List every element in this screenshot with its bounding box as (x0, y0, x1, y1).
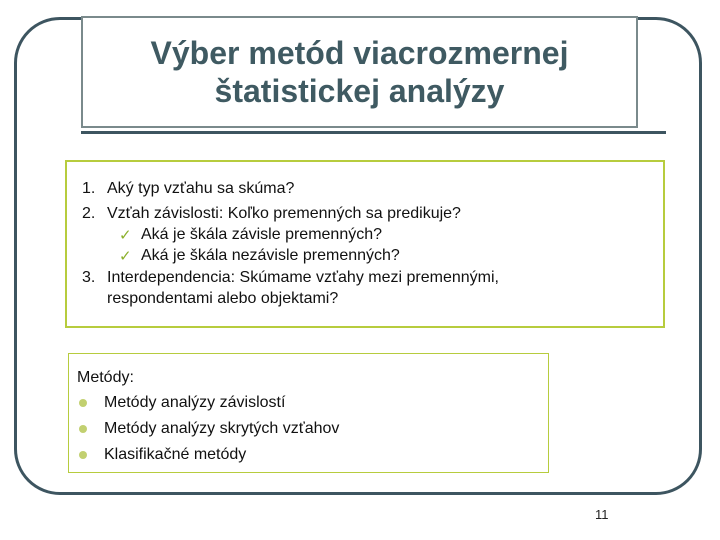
title-box (81, 16, 638, 128)
question-text: respondentami alebo objektami? (107, 290, 339, 307)
method-label: Metódy analýzy závislostí (104, 394, 286, 411)
methods-heading: Metódy: (77, 369, 134, 386)
question-text: Aký typ vzťahu sa skúma? (107, 180, 295, 197)
check-icon: ✓ (119, 226, 132, 244)
sub-question-text: Aká je škála nezávisle premenných? (141, 247, 400, 264)
question-text: Interdependencia: Skúmame vzťahy mezi premennými, (107, 269, 499, 286)
question-number: 3. (82, 269, 96, 286)
bullet-icon (79, 451, 87, 459)
questions-box (65, 160, 665, 328)
bullet-icon (79, 399, 87, 407)
page-number: 11 (595, 507, 609, 522)
sub-question-text: Aká je škála závisle premenných? (141, 226, 383, 243)
question-text: Vzťah závislosti: Koľko premenných sa predikuje? (107, 205, 461, 222)
methods-box (68, 353, 549, 473)
title-line-2: štatistickej analýzy (214, 73, 505, 109)
method-label: Klasifikačné metódy (104, 446, 247, 463)
question-number: 1. (82, 180, 96, 197)
question-number: 2. (82, 205, 96, 222)
title-underline (81, 131, 666, 134)
bullet-icon (79, 425, 87, 433)
title-line-1: Výber metód viacrozmernej (150, 35, 569, 71)
check-icon: ✓ (119, 247, 132, 265)
method-label: Metódy analýzy skrytých vzťahov (104, 420, 340, 437)
